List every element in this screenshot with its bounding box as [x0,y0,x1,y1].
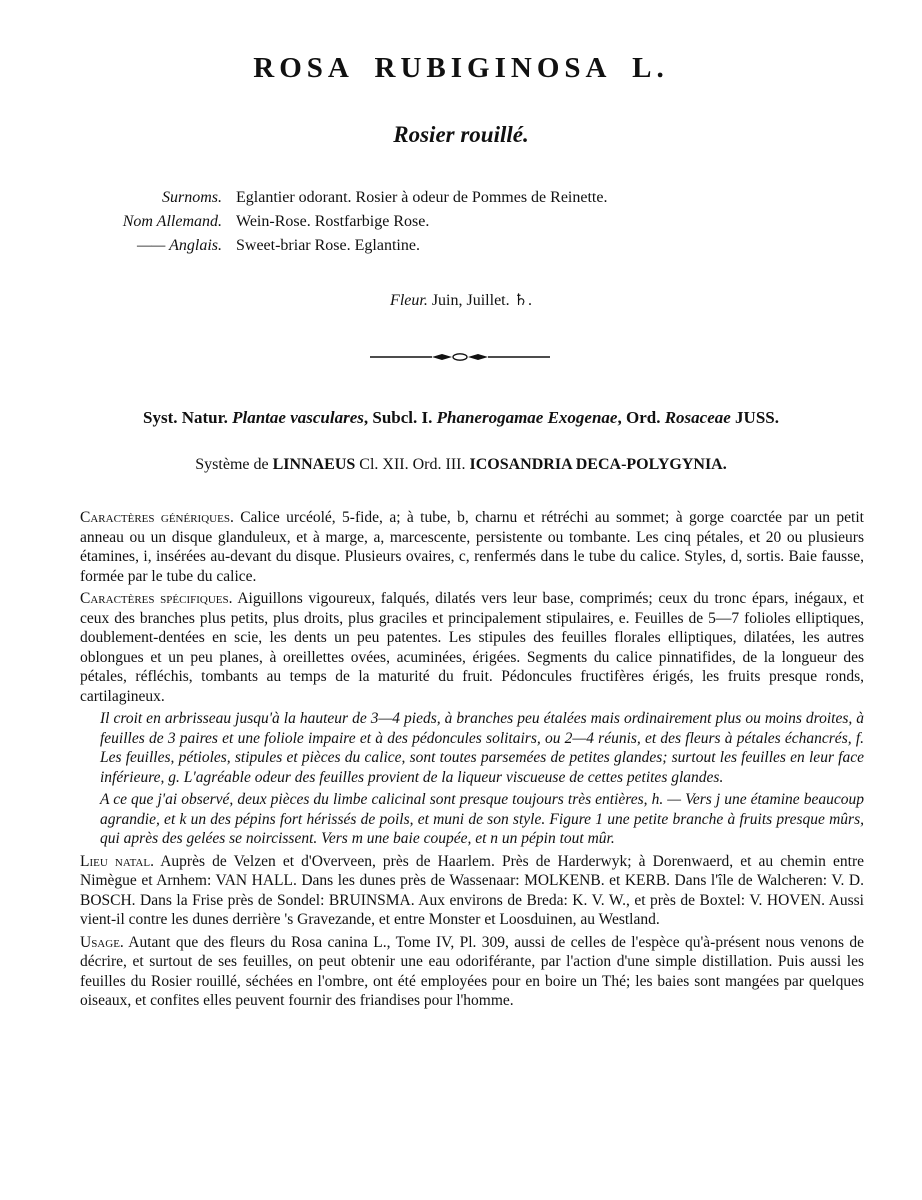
syst-order: , Ord. [617,408,661,427]
syst-class: Plantae vasculares [232,408,364,427]
systeme-class: Cl. XII. Ord. III. [359,456,466,473]
names-value: Wein-Rose. Rostfarbige Rose. [236,213,430,230]
syst-label: Syst. Natur. [143,408,228,427]
fleur-label: Fleur. [390,292,428,309]
usage-paragraph [80,933,864,1011]
specific-characters-paragraph [80,589,864,706]
paragraph-text: Auprès de Velzen et d'Overveen, près de Haarlem. Près de Harderwyk; à Dorenwaerd, et au chemin entre Nimègue et Arnhem: VAN HALL. Dans les dunes près de Wassenaar: MOLKENB. et KERB. Dans l'île de Walcheren: V. D. BOSCH. Dans la Frise près de Sondel: BRUINSMA. Aux environs de Breda: K. V. W., et près de Boxtel: V. HOVEN. Aussi vient-il contre les dunes derrière 's Gravezande, et entre Monster et Loosduinen, au Westland. [80,852,864,928]
names-label: —— Anglais. [136,237,222,254]
syst-family: Rosaceae [664,408,731,427]
names-value: Eglantier odorant. Rosier à odeur de Pommes de Reinette. [236,189,608,206]
names-label: Surnoms. [161,189,222,206]
systeme-label: Système de [195,456,269,473]
syst-group: Phanerogamae Exogenae [436,408,618,427]
names-row [80,186,607,210]
ornament-divider-icon [370,352,550,362]
systema-naturae-line [0,408,922,428]
names-value: Sweet-briar Rose. Eglantine. [236,237,420,254]
paragraph-heading: Usage. [80,933,124,951]
native-locality-paragraph [80,852,864,930]
page-title: ROSA RUBIGINOSA L. [253,52,669,84]
systeme-author: LINNAEUS [272,456,356,473]
paragraph-heading: Lieu natal. [80,852,154,870]
paragraph-text: Aiguillons vigoureux, falqués, dilatés vers leur base, comprimés; ceux du tronc épars, inégaux, et ceux des branches plus petits, plus droits, plus graciles et principalement stipulaires, e. Feuilles de 5—7 folioles elliptiques, doublement-dentées en scie, les dents un peu patentes. Les stipules des feuilles florales elliptiques, dilatées, les autres oblongues et un peu planes, à oreillettes ovées, acuminées, érigées. Segments du calice pinnatifides, de la longueur des pétales, réfléchis, tombants au temps de la maturité du fruit. Pédoncules fructifères érigés, les fruits presque ronds, cartilagineux. [80,590,864,705]
names-row [80,210,607,234]
systeme-name: ICOSANDRIA DECA-POLYGYNIA. [469,456,727,473]
paragraph-heading: Caractères spécifiques. [80,590,233,607]
figure-notes-paragraph: A ce que j'ai observé, deux pièces du limbe calicinal sont presque toujours très entières, h. — Vers j une étamine beaucoup agrandie, et k un des pépins fort hérissés de poils, et muni de son style. Figure 1 une petite branche à fruits presque mûrs, qui après des gelées se noircissent. Vers m une baie coupée, et n un pépin tout mûr. [100,791,864,847]
description-body [80,508,864,1014]
paragraph-heading: Caractères génériques. [80,509,234,526]
fleur-value: Juin, Juillet. [431,292,510,309]
shrub-symbol-icon: ♄. [513,292,532,309]
paragraph-text: Autant que des fleurs du Rosa canina L., Tome IV, Pl. 309, aussi de celles de l'espèce qu'à-présent nous venons de décrire, et surtout de ses feuilles, on peut obtenir une eau odoriférante, par l'action d'une simple distillation. Puis aussi les feuilles du Rosier rouillé, séchées en l'ombre, ont été employées pour en boire un Thé; les baies sont mangées par quelques oiseaux, et confites elles peuvent fournir des friandises pour l'homme. [80,933,864,1009]
page-subtitle: Rosier rouillé. [393,122,529,147]
syst-author: JUSS. [735,408,779,427]
growth-habit-paragraph: Il croit en arbrisseau jusqu'à la hauteur de 3—4 pieds, à branches peu étalées mais ordinairement plus ou moins droites, à feuilles de 3 paires et une foliole impaire et à des pédoncules solitairs, ou 2—4 réunis, et des fleurs à pétales échancrés, f. Les feuilles, pétioles, stipules et pièces du calice, sont toutes parsemées de petites glandes; surtout les feuilles en leur face inférieure, g. L'agréable odeur des feuilles provient de la liqueur viscueuse de cettes petites glandes. [100,710,864,786]
names-row [80,234,607,258]
generic-characters-paragraph [80,508,864,586]
flowering-line [0,290,922,310]
syst-subclass: , Subcl. I. [363,408,433,427]
linnaeus-system-line [0,456,922,474]
names-label: Nom Allemand. [122,213,222,230]
paragraph-text: Calice urcéolé, 5-fide, a; à tube, b, charnu et rétréchi au sommet; à gorge coarctée par un petit anneau ou un disque glanduleux, et à marge, a, marcescente, persistente ou tombante. Les cinq pétales, et 20 ou plusieurs étamines, i, insérées au-devant du disque. Plusieurs ovaires, c, renfermés dans le tube du calice. Styles, d, sortis. Baie fausse, formée par le tube du calice. [80,509,864,585]
common-names [80,186,607,258]
